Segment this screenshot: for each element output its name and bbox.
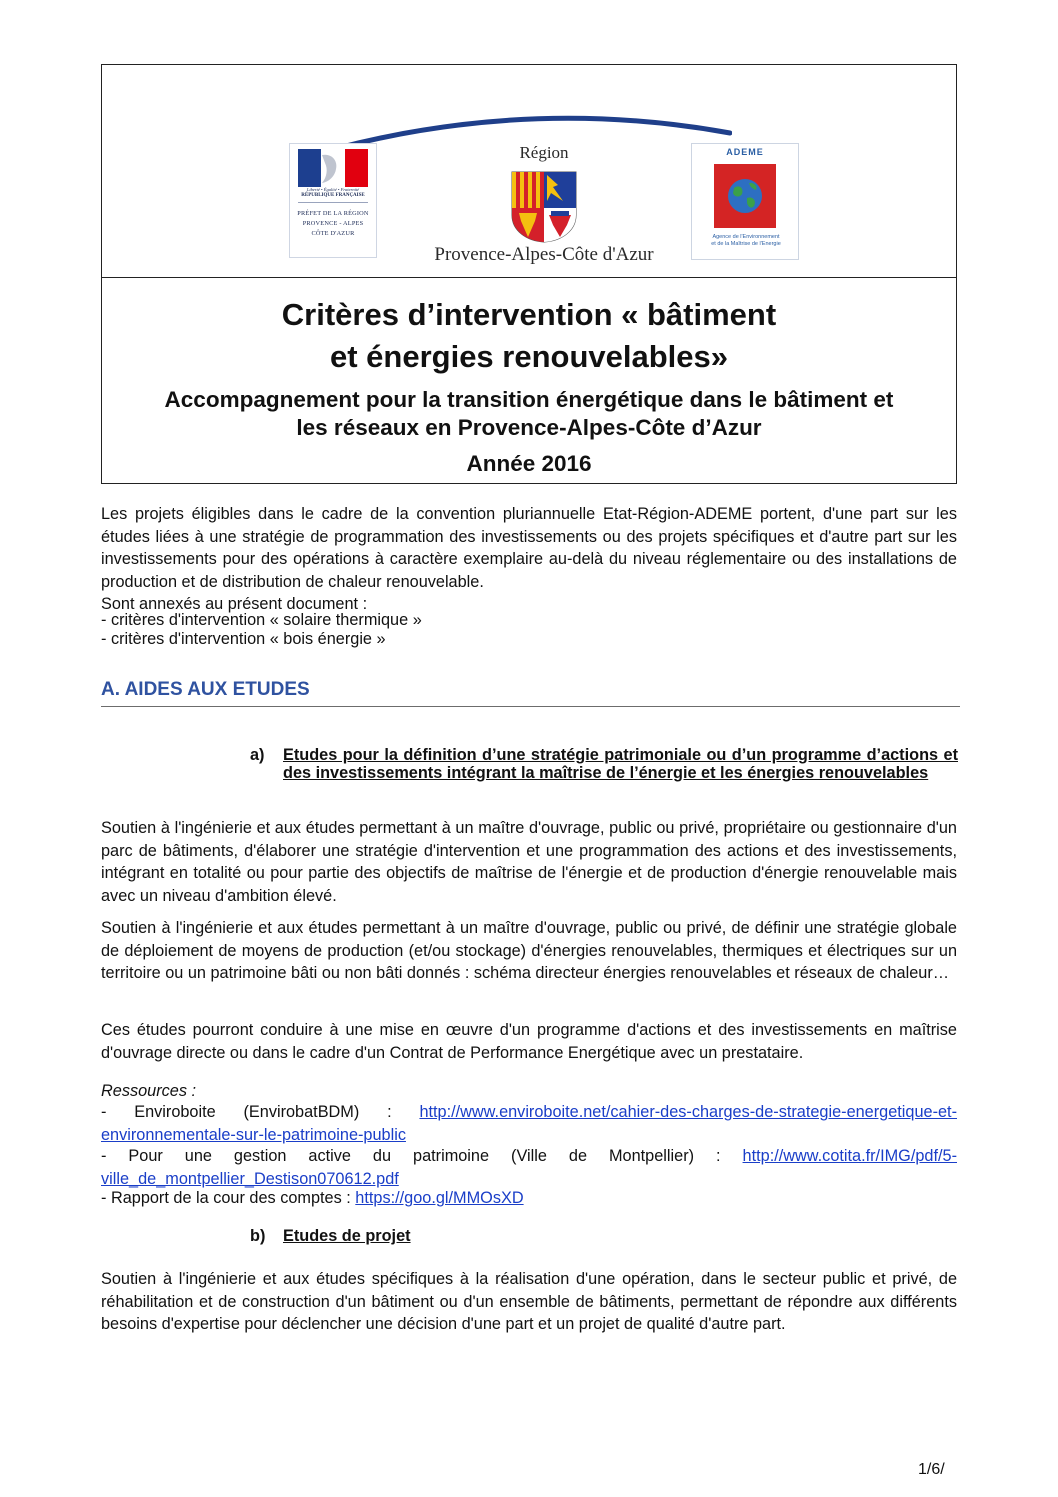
region-logo: [424, 143, 664, 273]
resources-label: Ressources :: [101, 1082, 197, 1100]
resource-item-2: [101, 1145, 957, 1190]
resource-1-prefix: - Enviroboite (EnvirobatBDM) :: [101, 1103, 420, 1121]
document-title-line-2: et énergies renouvelables»: [329, 339, 729, 374]
region-coat-of-arms-icon: [511, 171, 577, 243]
document-year: Année 2016: [466, 451, 592, 476]
ademe-caption-line-2: et de la Maîtrise de l'Energie: [711, 241, 781, 247]
ademe-word: ADEME: [726, 147, 764, 157]
prefet-motto: Liberté • Égalité • Fraternité: [306, 187, 360, 192]
region-name: Provence-Alpes-Côte d'Azur: [434, 244, 654, 265]
paragraph-1: Soutien à l'ingénierie et aux études permettant à un maître d'ouvrage, public ou privé, propriétaire ou gestionnaire d'un parc de bâtiments, d'élaborer une stratégie d'intervention et une programmation des actions et des investissements, intégrant en totalité ou pour partie des objectifs de maîtrise de l'énergie et de production d'énergie renouvelable mais avec un niveau d'ambition élevé.: [101, 819, 957, 905]
prefet-line-1: PRÉFET DE LA RÉGION: [297, 210, 369, 217]
header-frame: [101, 64, 957, 484]
ademe-caption-line-1: Agence de l'Environnement: [712, 234, 780, 240]
prefet-republic: RÉPUBLIQUE FRANÇAISE: [301, 193, 365, 198]
section-a-title: A. AIDES AUX ETUDES: [101, 679, 310, 700]
intro-paragraph: Les projets éligibles dans le cadre de la convention pluriannuelle Etat-Région-ADEME portent, d'une part sur les études liées à une stratégie de programmation des investissements ou des projets spécifiques et d'autre part sur les investissements pour des opérations à caractère exemplaire au-delà du niveau réglementaire ou des installations de production et de distribution de chaleur renouvelable.: [101, 505, 957, 591]
prefet-line-2: PROVENCE - ALPES: [302, 220, 364, 227]
region-word: Région: [519, 143, 569, 162]
prefet-line-3: CÔTE D'AZUR: [311, 230, 355, 237]
subsection-a-letter: a): [250, 746, 265, 764]
marianne-flag-icon: [298, 149, 368, 187]
enviroboite-link[interactable]: http://www.enviroboite.net/cahier-des-charges-de-strategie-energetique-et-environnementale-sur-le-patrimoine-public: [101, 1103, 957, 1144]
paragraph-4: Soutien à l'ingénierie et aux études spécifiques à la réalisation d'une opération, dans le secteur public et privé, de réhabilitation et de construction d'un bâtiment ou d'un ensemble de bâtiments, permettant de répondre aux différents besoins d'expertise pour déclencher une décision d'une part et un projet de qualité d'autre part.: [101, 1270, 957, 1333]
document-subtitle-line-1: Accompagnement pour la transition énergétique dans le bâtiment et: [164, 387, 894, 412]
subsection-a-title: Etudes pour la définition d’une stratégie patrimoniale ou d’un programme d’actions et des investissements intégrant la maîtrise de l’énergie et les énergies renouvelables: [283, 746, 958, 782]
subsection-b-title: Etudes de projet: [283, 1227, 411, 1245]
logo-band: [102, 65, 956, 278]
page-number: 1/6/: [918, 1461, 945, 1478]
resource-2-prefix: - Pour une gestion active du patrimoine (Ville de Montpellier) :: [101, 1147, 743, 1165]
ademe-logo: [691, 143, 799, 260]
cotita-link[interactable]: http://www.cotita.fr/IMG/pdf/5-ville_de_montpellier_Destison070612.pdf: [101, 1147, 957, 1188]
document-subtitle-line-2: les réseaux en Provence-Alpes-Côte d’Azur: [296, 415, 762, 440]
ademe-red-square: [714, 164, 776, 228]
annex-item-solaire: - critères d'intervention « solaire thermique »: [101, 611, 422, 629]
earth-globe-icon: [714, 164, 776, 228]
cour-des-comptes-link[interactable]: https://goo.gl/MMOsXD: [355, 1189, 524, 1207]
ademe-caption: [694, 234, 798, 248]
resource-3-prefix: - Rapport de la cour des comptes :: [101, 1189, 356, 1207]
resource-item-1: [101, 1101, 957, 1146]
prefet-divider: [298, 202, 368, 203]
paragraph-2: Soutien à l'ingénierie et aux études permettant à un maître d'ouvrage, public ou privé, de définir une stratégie globale de déploiement de moyens de production (et/ou stockage) d'énergies renouvelables, thermiques et électriques sur un territoire ou un patrimoine bâti ou non bâti donnés : schéma directeur énergies renouvelables et réseaux de chaleur…: [101, 919, 957, 982]
paragraph-3: Ces études pourront conduire à une mise en œuvre d'un programme d'actions et des investissements en maîtrise d'ouvrage directe ou dans le cadre d'un Contrat de Performance Energétique avec un prestataire.: [101, 1021, 957, 1062]
subsection-b-letter: b): [250, 1227, 266, 1245]
annex-item-bois: - critères d'intervention « bois énergie »: [101, 630, 386, 648]
annex-intro: Sont annexés au présent document :: [101, 595, 368, 613]
section-a-rule: [101, 706, 960, 707]
document-title-line-1: Critères d’intervention « bâtiment: [281, 297, 777, 332]
prefet-logo: [289, 143, 377, 258]
resource-item-3: [101, 1187, 957, 1210]
